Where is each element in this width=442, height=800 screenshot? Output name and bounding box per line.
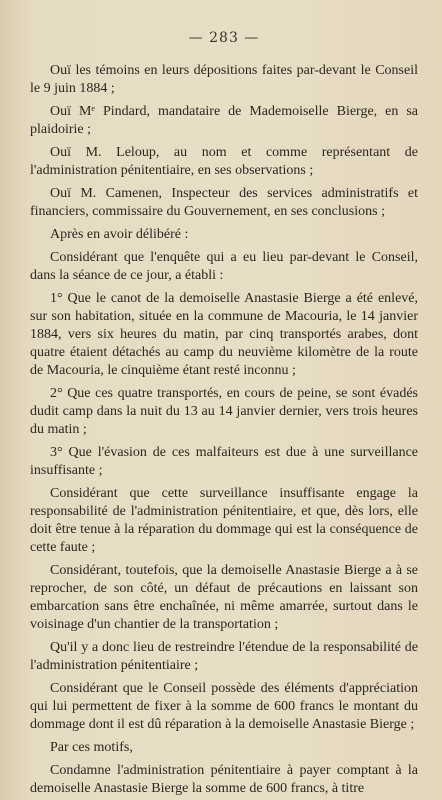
paragraph-condamne: Condamne l'administration pénitentiaire à payer comptant à la demoiselle Anastasie Bierge la somme de 600 francs, à titre (30, 763, 418, 796)
paragraph-delibere: Après en avoir délibéré : (50, 227, 189, 242)
paragraph-leloup: Ouï M. Leloup, au nom et comme représentant de l'administration pénitentiaire, en ses observations ; (30, 145, 418, 178)
page-number: — 283 — (188, 30, 260, 46)
paragraph-point-2: 2° Que ces quatre transportés, en cours de peine, se sont évadés dudit camp dans la nuit du 13 au 14 janvier dernier, vers trois heures du matin ; (30, 386, 418, 437)
paragraph-considerant-elements: Considérant que le Conseil possède des éléments d'appréciation qui lui permettent de fixer à la somme de 600 francs le montant du dommage dont il est dû réparation à la demoiselle Anastasie Bierge ; (30, 681, 418, 732)
paragraph-motifs: Par ces motifs, (50, 740, 133, 755)
paragraph-temoins: Ouï les témoins en leurs dépositions faites par-devant le Conseil le 9 juin 1884 ; (30, 63, 418, 96)
paragraph-point-1: 1° Que le canot de la demoiselle Anastasie Bierge a été enlevé, sur son habitation, située en la commune de Macouria, le 14 janvier 1884, vers six heures du matin, par cinq transportés arabes, dont quatre étaient détachés au camp du neuvième kilomètre de la route de Macouria, le cinquième étant resté inconnu ; (30, 291, 418, 378)
paragraph-pindard: Ouï Mᵉ Pindard, mandataire de Mademoiselle Bierge, en sa plaidoirie ; (30, 104, 418, 137)
paragraph-camenen: Ouï M. Camenen, Inspecteur des services administratifs et financiers, commissaire du Gouvernement, en ses conclusions ; (30, 186, 418, 219)
paragraph-considerant-responsabilite: Considérant que cette surveillance insuffisante engage la responsabilité de l'administration pénitentiaire, et que, dès lors, elle doit être tenue à la réparation du dommage qui est la conséquence de cette faute ; (30, 486, 418, 555)
paragraph-considerant-precautions: Considérant, toutefois, que la demoiselle Anastasie Bierge a à se reprocher, de son côté, un défaut de précautions en laissant son embarcation sans être enchaînée, ni même amarrée, surtout dans le voisinage d'un chantier de la transportation ; (30, 563, 418, 632)
paragraph-considerant-enquete: Considérant que l'enquête qui a eu lieu par-devant le Conseil, dans la séance de ce jour, a établi : (30, 250, 418, 283)
paragraph-point-3: 3° Que l'évasion de ces malfaiteurs est due à une surveillance insuffisante ; (30, 445, 418, 478)
paragraph-restreindre: Qu'il y a donc lieu de restreindre l'étendue de la responsabilité de l'administration pénitentiaire ; (30, 640, 418, 673)
